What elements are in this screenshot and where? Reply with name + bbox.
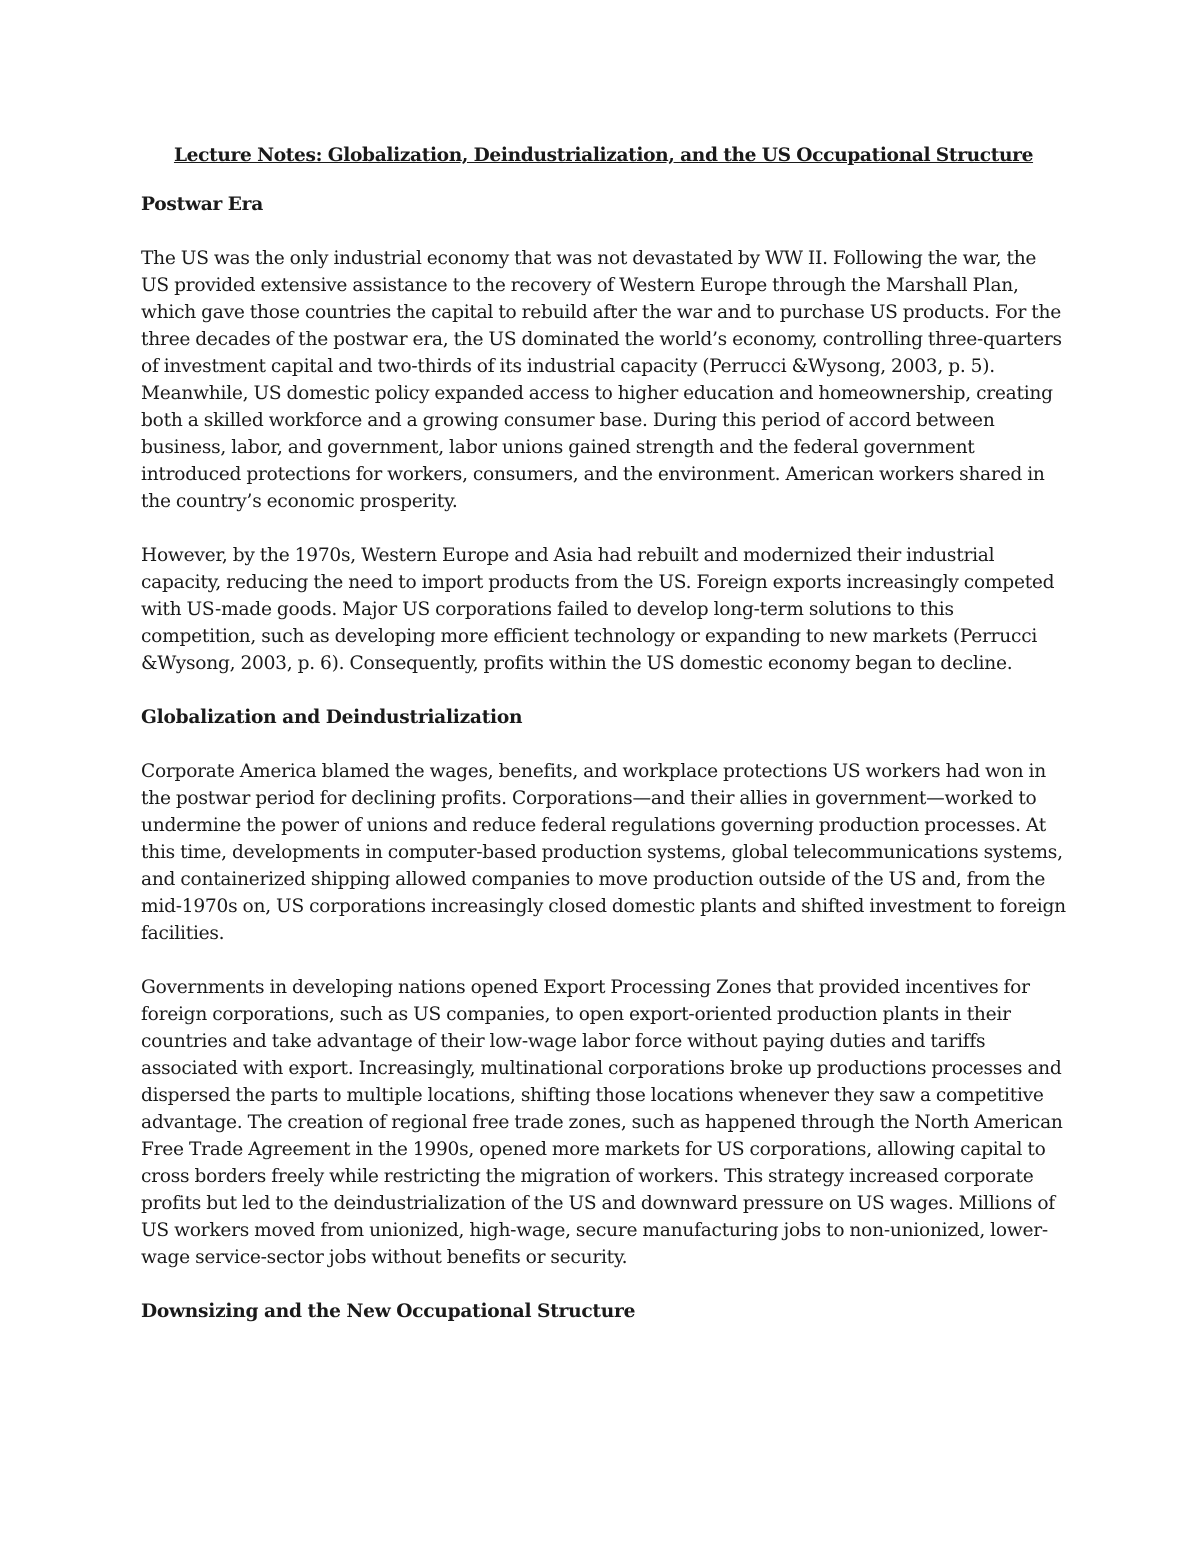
paragraph: The US was the only industrial economy that was not devastated by WW II. Following the war, the US provided extensive assistance to the recovery of Western Europe through the Marshall Plan, which gave those countries the capital to rebuild after the war and to purchase US products. For the three decades of the postwar era, the US dominated the world’s economy, controlling three-quarters of investment capital and two-thirds of its industrial capacity (Perrucci &Wysong, 2003, p. 5). Meanwhile, US domestic policy expanded access to higher education and homeownership, creating both a skilled workforce and a growing consumer base. During this period of accord between business, labor, and government, labor unions gained strength and the federal government introduced protections for workers, consumers, and the environment. American workers shared in the country’s economic prosperity.: [141, 248, 1062, 512]
paragraph: Governments in developing nations opened Export Processing Zones that provided incentives for foreign corporations, such as US companies, to open export-oriented production plants in their countries and take advantage of their low-wage labor force without paying duties and tariffs associated with export. Increasingly, multinational corporations broke up productions processes and dispersed the parts to multiple locations, shifting those locations whenever they saw a competitive advantage. The creation of regional free trade zones, such as happened through the North American Free Trade Agreement in the 1990s, opened more markets for US corporations, allowing capital to cross borders freely while restricting the migration of workers. This strategy increased corporate profits but led to the deindustrialization of the US and downward pressure on US wages. Millions of US workers moved from unionized, high-wage, secure manufacturing jobs to non-unionized, lower-wage service-sector jobs without benefits or security.: [141, 977, 1063, 1268]
document-body: [141, 142, 1066, 1352]
paragraph: However, by the 1970s, Western Europe and Asia had rebuilt and modernized their industrial capacity, reducing the need to import products from the US. Foreign exports increasingly competed with US-made goods. Major US corporations failed to develop long-term solutions to this competition, such as developing more efficient technology or expanding to new markets (Perrucci &Wysong, 2003, p. 6). Consequently, profits within the US domestic economy began to decline.: [141, 545, 1055, 674]
paragraph: Corporate America blamed the wages, benefits, and workplace protections US workers had won in the postwar period for declining profits. Corporations—and their allies in government—worked to undermine the power of unions and reduce federal regulations governing production processes. At this time, developments in computer-based production systems, global telecommunications systems, and containerized shipping allowed companies to move production outside of the US and, from the mid-1970s on, US corporations increasingly closed domestic plants and shifted investment to foreign facilities.: [141, 761, 1066, 944]
section-heading-downsizing: Downsizing and the New Occupational Structure: [141, 1301, 636, 1322]
section-heading-globalization: Globalization and Deindustrialization: [141, 707, 523, 728]
document-title: Lecture Notes: Globalization, Deindustrialization, and the US Occupational Structure: [173, 145, 1034, 166]
section-heading-postwar-era: Postwar Era: [141, 194, 264, 215]
